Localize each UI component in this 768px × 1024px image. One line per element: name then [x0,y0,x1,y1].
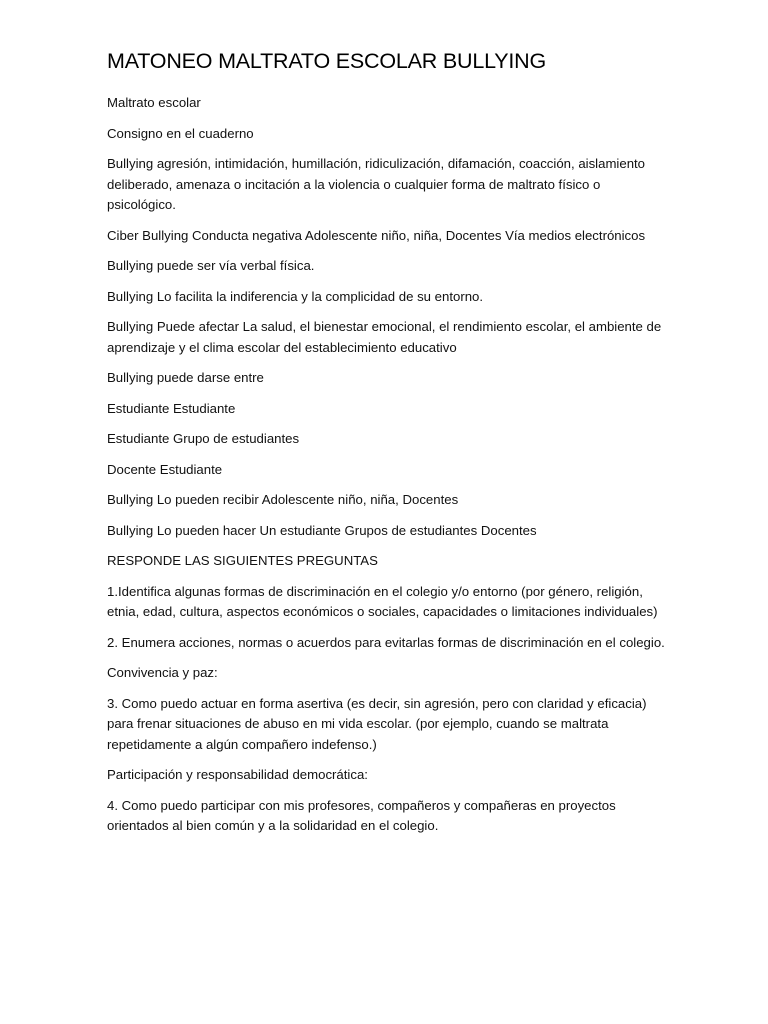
paragraph: Estudiante Grupo de estudiantes [107,431,300,446]
paragraph: Bullying Lo pueden hacer Un estudiante Grupos de estudiantes Docentes [107,522,537,538]
question: 4. Como puedo participar con mis profesores, compañeros y compañeras en proyectos orientados al bien común y a la solidaridad en el colegio. [107,797,616,833]
question: 2. Enumera acciones, normas o acuerdos para evitarlas formas de discriminación en el colegio. [107,634,665,650]
paragraph: Maltrato escolar [107,95,201,110]
document-body [107,47,667,847]
paragraph: Bullying Lo pueden recibir Adolescente niño, niña, Docentes [107,492,459,507]
question: 1.Identifica algunas formas de discriminación en el colegio y/o entorno (por género, religión, etnia, edad, cultura, aspectos económicos o sociales, capacidades o limitaciones individuales) [107,583,658,619]
section-heading: Convivencia y paz: [107,665,218,680]
paragraph: Consigno en el cuaderno [107,125,254,141]
paragraph: Bullying Puede afectar La salud, el bienestar emocional, el rendimiento escolar, el ambiente de aprendizaje y el clima escolar del establecimiento educativo [107,319,662,355]
section-heading: RESPONDE LAS SIGUIENTES PREGUNTAS [107,553,378,568]
paragraph: Bullying Lo facilita la indiferencia y la complicidad de su entorno. [107,288,484,304]
paragraph: Docente Estudiante [107,461,223,477]
paragraph: Bullying puede darse entre [107,370,264,385]
paragraph: Estudiante Estudiante [107,400,236,416]
question: 3. Como puedo actuar en forma asertiva (es decir, sin agresión, pero con claridad y eficacia) para frenar situaciones de abuso en mi vida escolar. (por ejemplo, cuando se maltrata repetidamente a algún compañero indefenso.) [107,695,647,752]
paragraph: Bullying puede ser vía verbal física. [107,258,315,273]
document-title: MATONEO MALTRATO ESCOLAR BULLYING [107,49,547,73]
paragraph: Bullying agresión, intimidación, humillación, ridiculización, difamación, coacción, aislamiento deliberado, amenaza o incitación a la violencia o cualquier forma de maltrato físico o psicológico. [107,156,646,212]
section-heading: Participación y responsabilidad democrática: [107,767,368,782]
paragraph: Ciber Bullying Conducta negativa Adolescente niño, niña, Docentes Vía medios electrónicos [107,227,646,243]
